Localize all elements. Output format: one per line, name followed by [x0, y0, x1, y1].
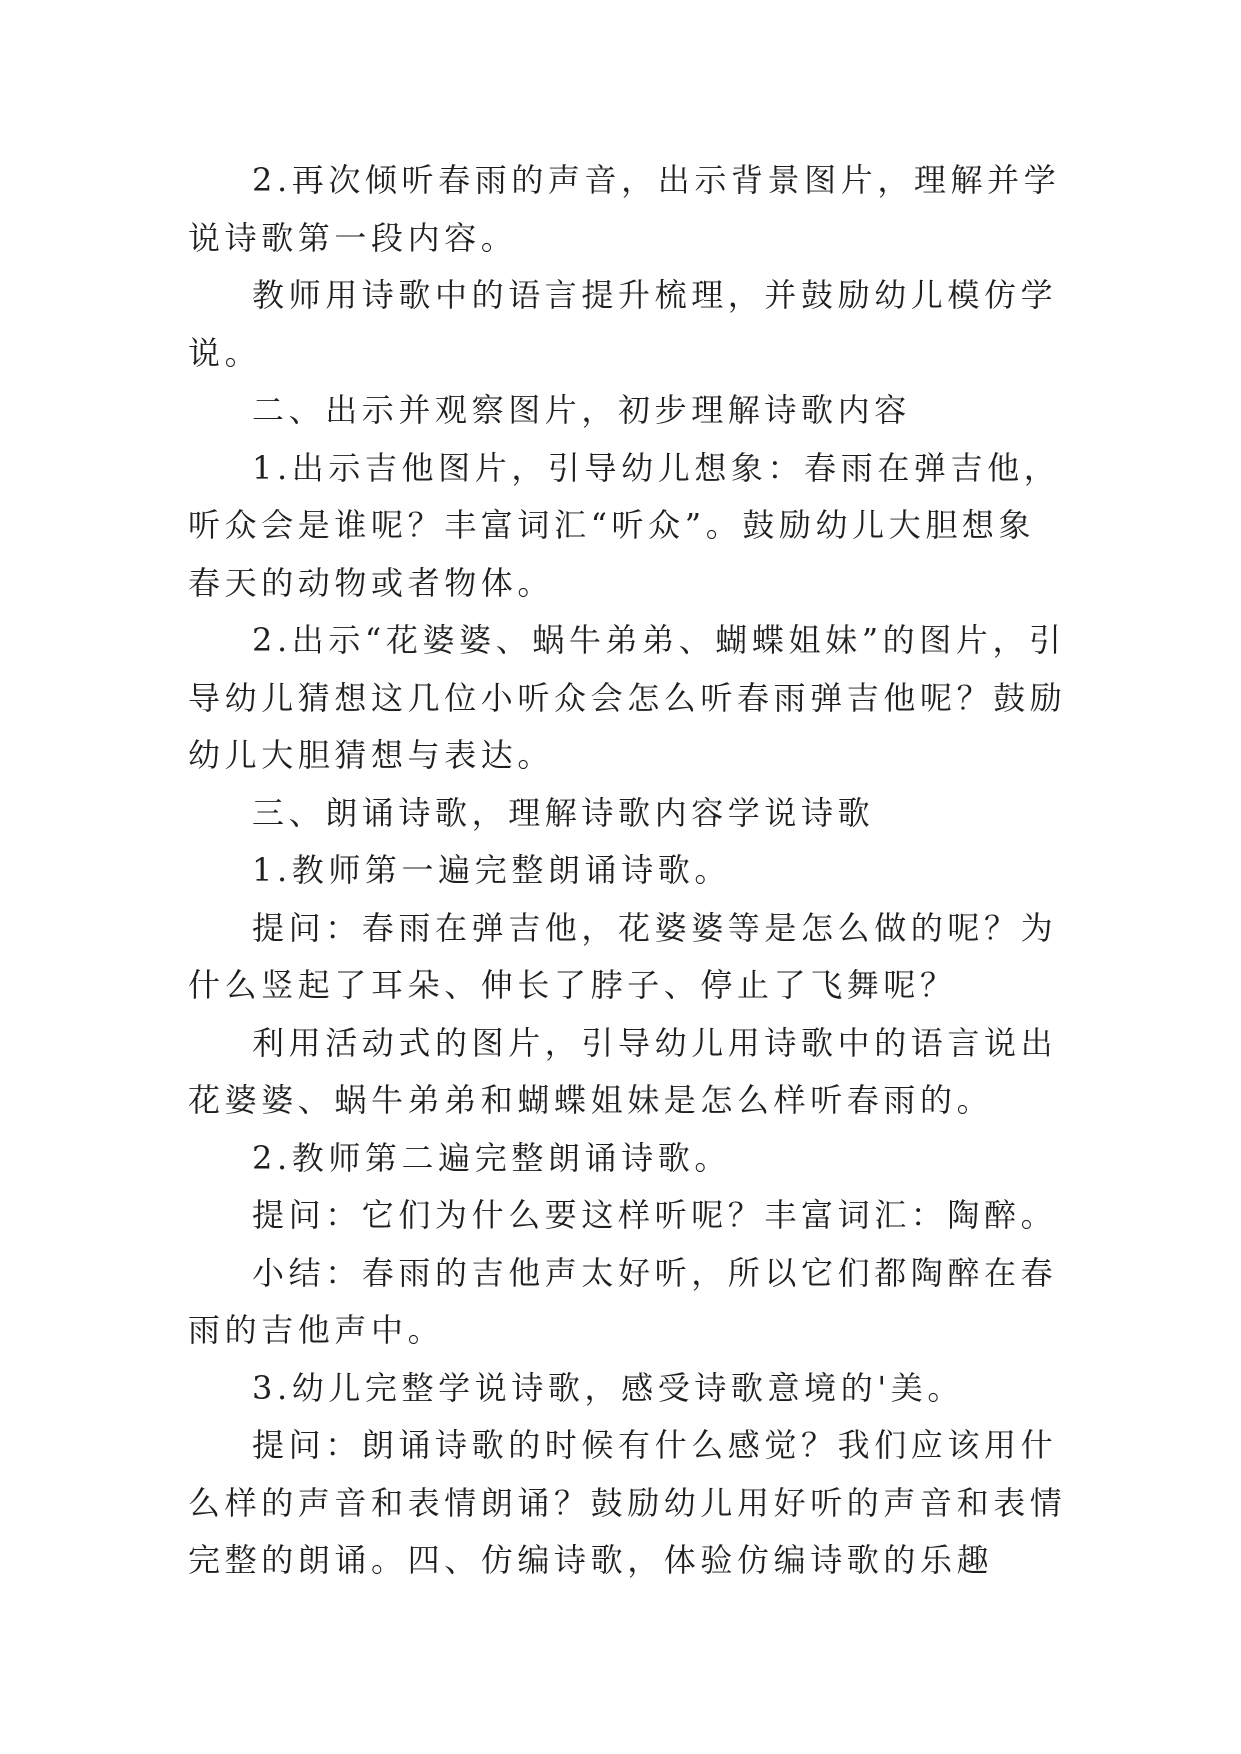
paragraph: 利用活动式的图片，引导幼儿用诗歌中的语言说出花婆婆、蜗牛弟弟和蝴蝶姐妹是怎么样听春雨的。: [188, 1023, 1058, 1119]
paragraph: 2.教师第二遍完整朗诵诗歌。: [252, 1138, 731, 1177]
section-heading: 二、出示并观察图片，初步理解诗歌内容: [252, 391, 911, 429]
paragraph: 2.出示“花婆婆、蜗牛弟弟、蝴蝶姐妹”的图片，引导幼儿猜想这几位小听众会怎么听春雨弹吉他呢？鼓励幼儿大胆猜想与表达。: [188, 621, 1067, 774]
section-heading: 三、朗诵诗歌，理解诗歌内容学说诗歌: [252, 793, 875, 832]
paragraph: 教师用诗歌中的语言提升梳理，并鼓励幼儿模仿学说。: [188, 276, 1058, 372]
paragraph: 1.教师第一遍完整朗诵诗歌。: [252, 851, 731, 889]
paragraph: 2.再次倾听春雨的声音，出示背景图片，理解并学说诗歌第一段内容。: [188, 161, 1061, 257]
paragraph: 1.出示吉他图片，引导幼儿想象：春雨在弹吉他，听众会是谁呢？丰富词汇“听众”。鼓励幼儿大胆想象春天的动物或者物体。: [188, 448, 1061, 602]
paragraph: 提问：春雨在弹吉他，花婆婆等是怎么做的呢？为什么竖起了耳朵、伸长了脖子、停止了飞舞呢？: [188, 908, 1058, 1004]
paragraph: 提问：它们为什么要这样听呢？丰富词汇：陶醉。: [252, 1196, 1058, 1234]
document-body: [188, 152, 1068, 1590]
paragraph: 3.幼儿完整学说诗歌，感受诗歌意境的'美。: [252, 1368, 964, 1407]
paragraph: 小结：春雨的吉他声太好听，所以它们都陶醉在春雨的吉他声中。: [188, 1253, 1058, 1349]
paragraph: 提问：朗诵诗歌的时候有什么感觉？我们应该用什么样的声音和表情朗诵？鼓励幼儿用好听的声音和表情完整的朗诵。四、仿编诗歌，体验仿编诗歌的乐趣: [188, 1426, 1067, 1579]
